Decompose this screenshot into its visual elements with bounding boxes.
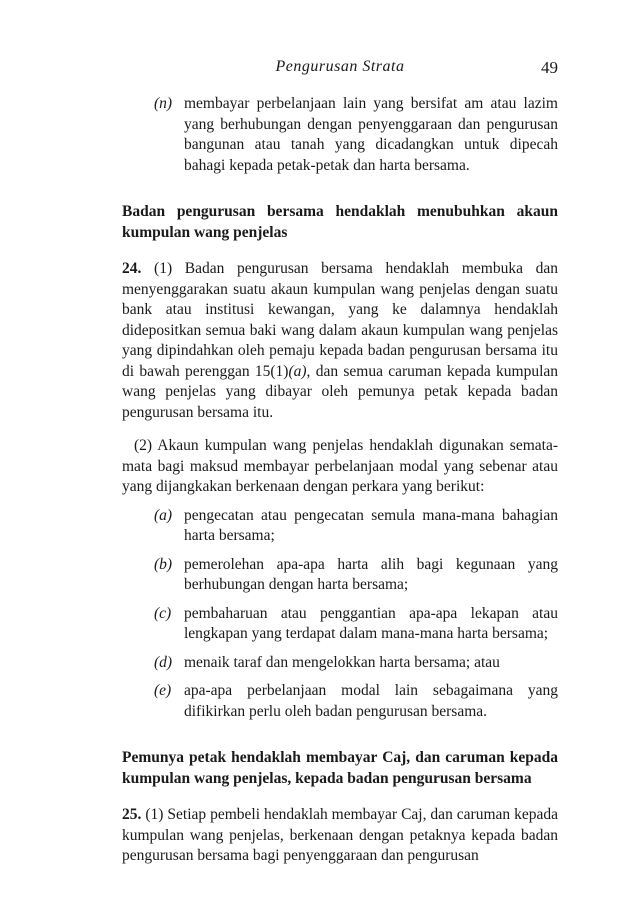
list-item-text: menaik taraf dan mengelokkan harta bersama; atau bbox=[184, 653, 500, 671]
paragraph-text: (1) Badan pengurusan bersama hendaklah membuka dan menyenggarakan suatu akaun kumpulan wang penjelas dengan suatu bank atau institusi kewangan, yang ke dalamnya hendaklah didepositkan semua baki wang dalam akaun kumpulan wang penjelas yang dipindahkan oleh pemaju kepada badan pengurusan bersama itu di bawah perenggan 15(1) bbox=[122, 260, 558, 380]
section-heading-25: Pemunya petak hendaklah membayar Caj, dan caruman kepada kumpulan wang penjelas, kepada badan pengurusan bersama bbox=[122, 749, 558, 787]
list-item-label: (d) bbox=[154, 653, 173, 671]
list-item-text: pembaharuan atau penggantian apa-apa lekapan atau lengkapan yang terdapat dalam mana-mana harta bersama; bbox=[184, 604, 558, 642]
page-number: 49 bbox=[541, 58, 558, 77]
list-item-text: pengecatan atau pengecatan semula mana-mana bahagian harta bersama; bbox=[184, 506, 558, 544]
section-24-list bbox=[122, 506, 558, 723]
list-item-c bbox=[122, 604, 558, 645]
list-item-a bbox=[122, 506, 558, 547]
list-item-label: (b) bbox=[154, 555, 173, 573]
section-number: 24. bbox=[122, 260, 142, 277]
list-item-label: (c) bbox=[154, 604, 172, 622]
section-heading-24: Badan pengurusan bersama hendaklah menubuhkan akaun kumpulan wang penjelas bbox=[122, 203, 558, 241]
section-24-paragraph-2: (2) Akaun kumpulan wang penjelas hendaklah digunakan semata-mata bagi maksud membayar perbelanjaan modal yang sebenar atau yang dijangkakan berkenaan dengan perkara yang berikut: bbox=[122, 437, 558, 495]
list-item-text: membayar perbelanjaan lain yang bersifat am atau lazim yang berhubungan dengan penyenggaraan dan pengurusan bangunan atau tanah yang dicadangkan untuk dipecah bahagi kepada petak-petak dan harta bersama. bbox=[184, 95, 558, 174]
running-title: Pengurusan Strata bbox=[275, 58, 405, 75]
section-number: 25. bbox=[122, 806, 142, 823]
list-item-n bbox=[122, 94, 558, 176]
list-item-e bbox=[122, 681, 558, 722]
document-page bbox=[122, 58, 558, 867]
list-item-d bbox=[122, 653, 558, 674]
running-header bbox=[122, 58, 558, 80]
list-item-b bbox=[122, 555, 558, 596]
list-item-text: apa-apa perbelanjaan modal lain sebagaimana yang difikirkan perlu oleh badan pengurusan bersama. bbox=[184, 682, 558, 720]
section-24-paragraph-1 bbox=[122, 259, 558, 423]
paragraph-text: , dan semua caruman kepada kumpulan wang penjelas yang dibayar oleh pemunya petak kepada badan pengurusan bersama itu. bbox=[122, 362, 559, 421]
list-item-label: (e) bbox=[154, 682, 172, 699]
section-25-paragraph-1 bbox=[122, 805, 558, 867]
paragraph-italic: (a) bbox=[288, 362, 307, 380]
list-item-label: (n) bbox=[154, 95, 173, 112]
list-item-label: (a) bbox=[154, 506, 173, 524]
paragraph-text: (1) Setiap pembeli hendaklah membayar Caj, dan caruman kepada kumpulan wang penjelas, berkenaan dengan petaknya kepada badan pengurusan bersama bagi penyenggaraan dan pengurusan bbox=[122, 806, 559, 864]
list-item-text: pemerolehan apa-apa harta alih bagi kegunaan yang berhubungan dengan harta bersama; bbox=[184, 555, 558, 593]
